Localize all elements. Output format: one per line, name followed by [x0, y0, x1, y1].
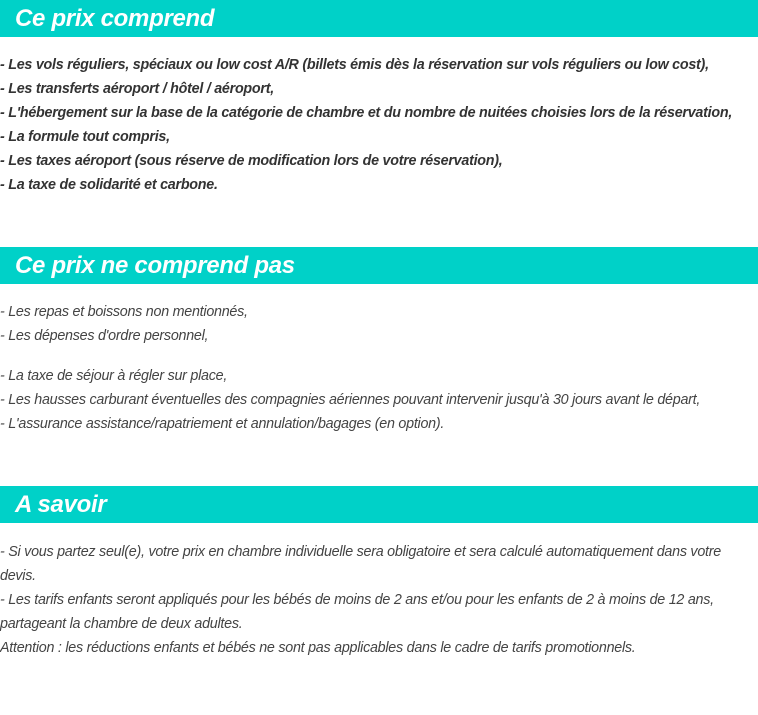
- list-item: - Les transferts aéroport / hôtel / aéroport,: [0, 81, 274, 97]
- list-item: - L'hébergement sur la base de la catégorie de chambre et du nombre de nuitées choisies lors de la réservation,: [0, 105, 733, 121]
- list-item: - Les dépenses d'ordre personnel,: [0, 328, 209, 344]
- not-included-list-1: [0, 300, 758, 348]
- paragraph: - Si vous partez seul(e), votre prix en chambre individuelle sera obligatoire et sera calculé automatiquement dans votre devis.: [0, 544, 721, 584]
- section-header-included: [0, 0, 758, 37]
- good-to-know-text: [0, 540, 758, 660]
- section-title: Ce prix ne comprend pas: [15, 252, 295, 279]
- included-list: [0, 53, 758, 197]
- section-title: Ce prix comprend: [15, 5, 215, 32]
- list-item: - L'assurance assistance/rapatriement et annulation/bagages (en option).: [0, 416, 445, 432]
- list-item: - Les hausses carburant éventuelles des compagnies aériennes pouvant intervenir jusqu'à 30 jours avant le départ,: [0, 392, 701, 408]
- list-item: - Les repas et boissons non mentionnés,: [0, 304, 248, 320]
- not-included-list-2: [0, 364, 758, 436]
- list-item: - Les vols réguliers, spéciaux ou low cost A/R (billets émis dès la réservation sur vols réguliers ou low cost),: [0, 57, 709, 73]
- list-item: - La formule tout compris,: [0, 129, 170, 145]
- section-header-not-included: [0, 247, 758, 284]
- list-item: - Les taxes aéroport (sous réserve de modification lors de votre réservation),: [0, 153, 503, 169]
- section-header-good-to-know: [0, 486, 758, 523]
- paragraph: Attention : les réductions enfants et bébés ne sont pas applicables dans le cadre de tarifs promotionnels.: [0, 640, 636, 656]
- paragraph: - Les tarifs enfants seront appliqués pour les bébés de moins de 2 ans et/ou pour les enfants de 2 à moins de 12 ans, partageant la chambre de deux adultes.: [0, 592, 714, 632]
- list-item: - La taxe de solidarité et carbone.: [0, 177, 218, 193]
- section-title: A savoir: [15, 491, 107, 518]
- list-item: - La taxe de séjour à régler sur place,: [0, 368, 228, 384]
